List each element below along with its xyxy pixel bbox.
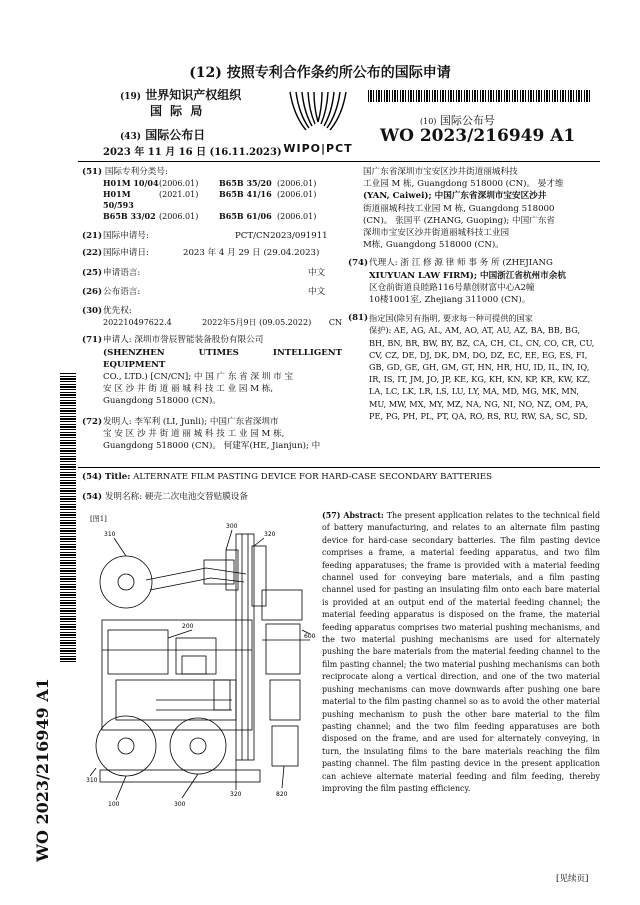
field-71-number: (71) xyxy=(82,335,103,346)
field-25-number: (25) xyxy=(82,267,103,278)
ipc-code: B65B 35/20 xyxy=(219,178,272,189)
designated-states-line: CV, CZ, DE, DJ, DK, DM, DO, DZ, EC, EE, EG, ES, FI, xyxy=(369,349,588,360)
right-column xyxy=(348,166,600,422)
agent-line: 代理人: 浙 江 修 源 律 师 事 务 所 (ZHEJIANG xyxy=(369,258,553,269)
pubdate-field-number: (43) xyxy=(120,132,142,142)
pubno-label: 国际公布号 xyxy=(439,114,495,127)
field-74-number: (74) xyxy=(348,258,369,269)
inventor-line: Guangdong 518000 (CN)。 何建军(HE, Jianjun); 中 xyxy=(103,441,321,452)
ref-label: 300 xyxy=(174,801,186,808)
agent-line: XIUYUAN LAW FIRM); 中国浙江省杭州市余杭 xyxy=(369,270,566,281)
ipc-date: (2006.01) xyxy=(277,190,317,200)
biblio-divider xyxy=(78,467,600,468)
filing-language: 中文 xyxy=(308,267,326,278)
ipc-code: B65B 41/16 xyxy=(219,189,272,200)
ipc-code: H01M 10/04 xyxy=(103,178,159,189)
designated-states-line: MU, MW, MX, MY, MZ, NA, NG, NI, NO, NZ, OM, PA, xyxy=(369,398,589,409)
ref-label: 320 xyxy=(264,531,276,538)
field-25 xyxy=(82,267,342,279)
field-30-label: 优先权: xyxy=(103,306,132,317)
field-22 xyxy=(82,247,342,259)
ipc-date: (2021.01) xyxy=(159,190,199,200)
designated-states-line: PE, PG, PH, PL, PT, QA, RO, RS, RU, RW, SA, SC, SD, xyxy=(369,410,588,421)
field-81 xyxy=(348,312,600,422)
applicant-block xyxy=(103,334,342,407)
header-divider xyxy=(78,161,600,162)
ref-label: 310 xyxy=(86,777,98,784)
field-72-number: (72) xyxy=(82,416,103,427)
ref-label: 600 xyxy=(304,633,316,640)
publication-language: 中文 xyxy=(308,286,326,297)
title-en-line xyxy=(82,472,492,482)
field-72 xyxy=(82,416,342,453)
priority-date: 2022年5月9日 (09.05.2022) xyxy=(202,318,312,328)
document-title: (12) 按照专利合作条约所公布的国际申请 xyxy=(189,65,451,81)
ipc-row xyxy=(103,211,342,222)
publication-number: WO 2023/216949 A1 xyxy=(380,126,576,146)
designated-states-line: GB, GD, GE, GH, GM, GT, HN, HR, HU, ID, IL, IN, IQ, xyxy=(369,362,590,373)
ipc-date: (2006.01) xyxy=(159,179,199,189)
priority-country: CN xyxy=(328,318,342,328)
film-roll-top xyxy=(100,556,152,608)
field-22-label: 国际申请日: xyxy=(103,248,149,259)
ipc-code: B65B 61/06 xyxy=(219,211,272,222)
field-21 xyxy=(82,230,342,242)
field-51-number: (51) xyxy=(82,167,103,177)
ipc-date: (2006.01) xyxy=(277,179,317,189)
ipc-date: (2006.01) xyxy=(277,212,317,222)
applicant-line: CO., LTD.) [CN/CN]; 中 国 广 东 省 深 圳 市 宝 xyxy=(103,372,294,383)
org-name-line xyxy=(120,86,241,103)
field-54-number: (54) xyxy=(82,472,103,482)
priority-number: 202210497622.4 xyxy=(103,318,172,328)
left-column xyxy=(82,166,342,452)
field-30-number: (30) xyxy=(82,306,103,317)
designated-states-line: 指定国(除另有指明, 要求每一种可提供的国家 xyxy=(369,313,533,324)
designated-states-block xyxy=(369,312,594,422)
title-zh-label: 发明名称: xyxy=(104,492,143,502)
field-51-label: 国际专利分类号: xyxy=(104,167,168,177)
inventor-line: 宝 安 区 沙 井 街 道 丽 城 科 技 工 业 园 M 栋, xyxy=(103,428,285,439)
org-name: 世界知识产权组织 xyxy=(145,88,242,102)
field-22-number: (22) xyxy=(82,248,103,259)
ipc-list xyxy=(82,178,342,222)
field-21-label: 国际申请号: xyxy=(103,231,149,242)
field-26 xyxy=(82,286,342,298)
wipo-emblem-icon xyxy=(272,86,364,138)
field-81-number: (81) xyxy=(348,313,369,324)
vertical-publication-number: WO 2023/216949 A1 xyxy=(33,678,52,862)
side-barcode xyxy=(60,372,76,662)
ref-label: 820 xyxy=(276,791,288,798)
field-26-number: (26) xyxy=(82,286,103,297)
field-51 xyxy=(82,166,342,178)
inventor-line: M栋, Guangdong 518000 (CN)。 xyxy=(363,240,504,251)
ipc-code: H01M 50/593 xyxy=(103,189,134,211)
barcode xyxy=(368,90,590,102)
ref-label: 310 xyxy=(104,531,116,538)
abstract-label: Abstract: xyxy=(343,511,384,520)
field-21-number: (21) xyxy=(82,231,103,242)
inventor-line: 工业园 M 栋, Guangdong 518000 (CN)。 晏才维 xyxy=(363,179,564,190)
inventor-line: 发明人: 李军利 (LI, Junli); 中国广东省深圳市 xyxy=(103,416,279,427)
field-71 xyxy=(82,334,342,407)
designated-states-line: IR, IS, IT, JM, JO, JP, KE, KG, KH, KN, KP, KR, KW, KZ, xyxy=(369,374,591,385)
inventor-line: 国广东省深圳市宝安区沙井街道丽城科技 xyxy=(363,167,518,177)
inventor-line: (YAN, Caiwei); 中国广东省深圳市宝安区沙井 xyxy=(363,191,547,202)
applicant-line: (SHENZHEN UTIMES INTELLIGENT EQUIPMENT xyxy=(103,347,342,370)
field-54b-number: (54) xyxy=(82,492,103,502)
inventor-block xyxy=(103,416,320,453)
abstract-number: (57) xyxy=(322,511,341,520)
agent-line: 区仓前街道良睦路116号鼎创财富中心A2幢 xyxy=(369,282,535,293)
agent-block xyxy=(369,257,566,306)
abstract xyxy=(322,510,600,795)
title-zh-line xyxy=(82,490,248,502)
agent-line: 10楼1001室, Zhejiang 311000 (CN)。 xyxy=(369,295,531,306)
field-30 xyxy=(82,305,342,317)
field-25-label: 申请语言: xyxy=(103,267,141,278)
filing-date: 2023 年 4 月 29 日 (29.04.2023) xyxy=(183,248,320,259)
inventor-line: 深圳市宝安区沙井街道丽城科技工业园 xyxy=(363,228,510,239)
designated-states-line: 保护): AE, AG, AL, AM, AO, AT, AU, AZ, BA, BB, BG, xyxy=(369,325,581,336)
pubno-field-number: (10) xyxy=(420,117,437,126)
priority-row xyxy=(82,317,342,329)
title-zh: 硬壳二次电池交替贴膜设备 xyxy=(144,492,248,502)
inventor-line: (CN)。 张国平 (ZHANG, Guoping); 中国广东省 xyxy=(363,215,556,226)
abstract-text: The present application relates to the technical field of battery manufacturing, and relates to an alternate film pasting device for hard-case secondary batteries. The film pasting device comprises a frame, a material feeding apparatus, and two film feeding apparatuses; the frame is provided with a material feeding channel used for conveying bare materials, and a film pasting channel used for pasting an insulating film onto each bare material is provided at an output end of the material feeding channel; the material feeding apparatus is disposed on the frame, the material feeding apparatus comprises two material pushing mechanisms, and the two material pushing mechanisms are used for alternately pushing the bare materials from the material feeding channel to the film pasting channel; the two material pushing mechanisms can both reciprocate along a vertical direction, and one of the two material pushing mechanisms can move downwards after pushing one bare material to the film pasting channel so as to avoid the other material pushing mechanism to push the other bare material to the film pasting channel; and the two film feeding apparatuses are both disposed on the frame, and are used for alternately conveying, in turn, the insulating films to the bare materials reaching the film pasting channel. The film pasting device in the present application can achieve alternate material feeding and film feeding, thereby improving the film pasting efficiency. xyxy=(322,511,600,793)
applicant-line: 申请人: 深圳市誉辰智能装备股份有限公司 xyxy=(103,335,264,346)
pubdate-value: 2023 年 11 月 16 日 (16.11.2023) xyxy=(103,147,282,158)
ref-label: 200 xyxy=(182,623,194,630)
ipc-date: (2006.01) xyxy=(159,212,199,222)
ipc-row xyxy=(103,189,342,211)
org-bureau: 国 际 局 xyxy=(150,104,205,118)
ref-label: 320 xyxy=(230,791,242,798)
figure-label: [图1] xyxy=(90,515,107,523)
applicant-line: Guangdong 518000 (CN)。 xyxy=(103,396,221,407)
application-number: PCT/CN2023/091911 xyxy=(235,231,328,242)
ref-label: 300 xyxy=(226,523,238,530)
ipc-row xyxy=(103,178,342,189)
inventor-line: 街道丽城科技工业园 M 栋, Guangdong 518000 xyxy=(363,203,555,214)
designated-states-line: LA, LC, LK, LR, LS, LU, LY, MA, MD, MG, MK, MN, xyxy=(369,386,580,397)
pubdate-label-line xyxy=(120,126,205,143)
pubdate-label: 国际公布日 xyxy=(145,128,206,142)
inventor-continued xyxy=(348,166,600,251)
patent-drawing xyxy=(86,520,318,810)
title-en-label: Title: xyxy=(104,472,131,482)
field-26-label: 公布语言: xyxy=(103,286,141,297)
org-field-number: (19) xyxy=(120,92,142,102)
field-74 xyxy=(348,257,600,306)
ipc-code: B65B 33/02 xyxy=(103,211,156,222)
title-en: ALTERNATE FILM PASTING DEVICE FOR HARD-CASE SECONDARY BATTERIES xyxy=(133,472,493,482)
wipo-pct-text: WIPO|PCT xyxy=(283,142,353,155)
designated-states-line: BH, BN, BR, BW, BY, BZ, CA, CH, CL, CN, CO, CR, CU, xyxy=(369,337,595,348)
applicant-line: 安 区 沙 井 街 道 丽 城 科 技 工 业 园 M 栋, xyxy=(103,384,274,395)
ref-label: 100 xyxy=(108,801,120,808)
continued-note: [见续页] xyxy=(556,874,589,884)
wipo-logo xyxy=(272,86,364,156)
